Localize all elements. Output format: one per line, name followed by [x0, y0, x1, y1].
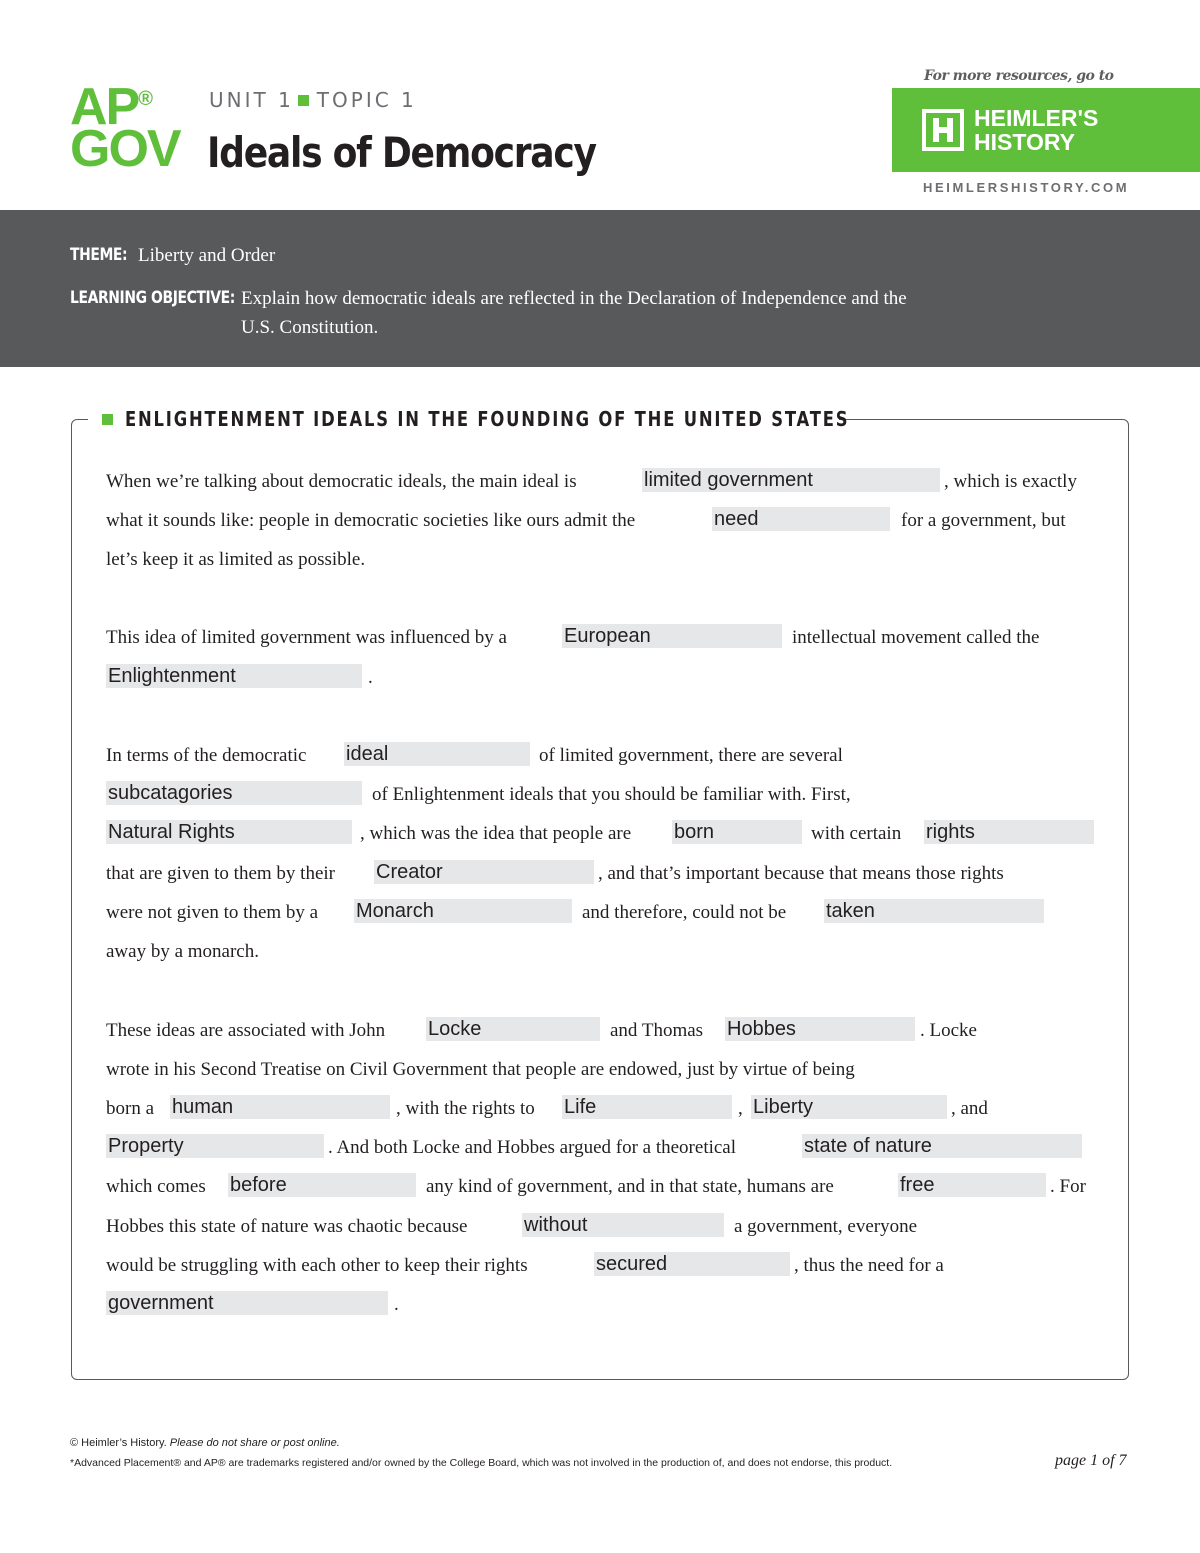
answer-field-natural-rights[interactable]: Natural Rights	[106, 820, 352, 844]
answer-field-ideal[interactable]: ideal	[344, 742, 530, 766]
worksheet-line	[106, 1016, 1106, 1046]
line-text: . And both Locke and Hobbes argued for a theoretical	[328, 1137, 737, 1158]
answer-field-property[interactable]: Property	[106, 1134, 324, 1158]
line-text: wrote in his Second Treatise on Civil Government that people are endowed, just by virtue of being	[106, 1059, 855, 1080]
worksheet-line	[106, 780, 1106, 810]
worksheet-line	[106, 819, 1106, 849]
line-text: , which was the idea that people are	[360, 823, 632, 844]
theme-band	[0, 210, 1200, 367]
answer-field-european[interactable]: European	[562, 624, 782, 648]
green-square-icon	[298, 95, 309, 106]
heimlers-h-logo-icon	[922, 109, 964, 151]
line-text: of limited government, there are several	[539, 745, 843, 766]
worksheet-line	[106, 1172, 1106, 1202]
answer-field-human[interactable]: human	[170, 1095, 390, 1119]
learning-objective-line2: U.S. Constitution.	[241, 317, 379, 338]
answer-field-hobbes[interactable]: Hobbes	[725, 1017, 915, 1041]
line-text: of Enlightenment ideals that you should be familiar with. First,	[372, 784, 851, 805]
line-text: Hobbes this state of nature was chaotic because	[106, 1216, 468, 1237]
line-text: .	[368, 667, 373, 688]
logo-ap-text: AP	[70, 78, 139, 136]
answer-field-before[interactable]: before	[228, 1173, 416, 1197]
line-text: When we’re talking about democratic ideals, the main ideal is	[106, 471, 577, 492]
green-square-icon	[102, 414, 113, 425]
ap-gov-logo	[70, 78, 195, 178]
line-text: were not given to them by a	[106, 902, 319, 923]
worksheet-line	[106, 1212, 1106, 1242]
worksheet-line	[106, 898, 1106, 928]
heimlers-history-brand[interactable]	[892, 88, 1200, 172]
brand-name-line1: HEIMLER'S	[974, 105, 1099, 131]
line-text: , thus the need for a	[794, 1255, 944, 1276]
worksheet-line	[106, 1133, 1106, 1163]
learning-objective-label: LEARNING OBJECTIVE:	[70, 288, 235, 308]
answer-field-government[interactable]: government	[106, 1291, 388, 1315]
trademark-notice: *Advanced Placement® and AP® are trademarks registered and/or owned by the College Board, which was not involved in the production of, and does not endorse, this product.	[70, 1457, 893, 1469]
section-heading	[88, 404, 850, 434]
answer-field-life[interactable]: Life	[562, 1095, 732, 1119]
brand-url-link[interactable]: HEIMLERSHISTORY.COM	[923, 180, 1130, 195]
line-text: .	[394, 1294, 399, 1315]
theme-value: Liberty and Order	[138, 245, 276, 266]
worksheet-line	[106, 937, 1106, 967]
more-resources-text: For more resources, go to	[924, 68, 1114, 84]
section-heading-text: ENLIGHTENMENT IDEALS IN THE FOUNDING OF THE UNITED STATES	[125, 407, 850, 431]
answer-field-taken[interactable]: taken	[824, 899, 1044, 923]
line-text: would be struggling with each other to keep their rights	[106, 1255, 528, 1276]
worksheet-line	[106, 506, 1106, 536]
unit-topic-label	[209, 88, 417, 112]
worksheet-line	[106, 467, 1106, 497]
line-text: for a government, but	[901, 510, 1066, 531]
line-text: ,	[738, 1098, 743, 1119]
answer-field-rights[interactable]: rights	[924, 820, 1094, 844]
answer-field-limited-government[interactable]: limited government	[642, 468, 940, 492]
copyright-text: © Heimler’s History.	[70, 1437, 167, 1449]
line-text: and Thomas	[610, 1020, 704, 1041]
worksheet-line	[106, 1094, 1106, 1124]
line-text: that are given to them by their	[106, 863, 335, 884]
line-text: , with the rights to	[396, 1098, 535, 1119]
answer-field-locke[interactable]: Locke	[426, 1017, 600, 1041]
worksheet-line	[106, 623, 1106, 653]
worksheet-line	[106, 1055, 1106, 1085]
brand-name	[974, 106, 1098, 154]
answer-field-subcatagories[interactable]: subcatagories	[106, 781, 362, 805]
answer-field-secured[interactable]: secured	[594, 1252, 790, 1276]
line-text: This idea of limited government was influenced by a	[106, 627, 507, 648]
line-text: what it sounds like: people in democratic societies like ours admit the	[106, 510, 636, 531]
page-number: page 1 of 7	[1055, 1452, 1127, 1469]
line-text: intellectual movement called the	[792, 627, 1040, 648]
line-text: away by a monarch.	[106, 941, 259, 962]
line-text: a government, everyone	[734, 1216, 918, 1237]
line-text: In terms of the democratic	[106, 745, 307, 766]
worksheet-line	[106, 1290, 1106, 1320]
line-text: any kind of government, and in that state, humans are	[426, 1176, 834, 1197]
line-text: let’s keep it as limited as possible.	[106, 549, 366, 570]
line-text: and therefore, could not be	[582, 902, 787, 923]
page-title: Ideals of Democracy	[207, 128, 596, 177]
line-text: born a	[106, 1098, 155, 1119]
answer-field-creator[interactable]: Creator	[374, 860, 594, 884]
line-text: , and that’s important because that means those rights	[598, 863, 1004, 884]
topic-label: TOPIC 1	[316, 88, 417, 112]
worksheet-line	[106, 545, 1106, 575]
line-text: , and	[951, 1098, 988, 1119]
worksheet-line	[106, 663, 1106, 693]
logo-gov-text: GOV	[70, 120, 180, 178]
line-text: , which is exactly	[944, 471, 1077, 492]
answer-field-free[interactable]: free	[898, 1173, 1046, 1197]
logo-registered-mark: ®	[138, 88, 151, 110]
line-text: with certain	[811, 823, 902, 844]
line-text: which comes	[106, 1176, 206, 1197]
answer-field-enlightenment[interactable]: Enlightenment	[106, 664, 362, 688]
worksheet-line	[106, 859, 1106, 889]
unit-label: UNIT 1	[209, 88, 294, 112]
copyright-notice	[70, 1437, 340, 1449]
line-text: These ideas are associated with John	[106, 1020, 386, 1041]
worksheet-line	[106, 741, 1106, 771]
theme-label: THEME:	[70, 245, 128, 265]
brand-name-line2: HISTORY	[974, 129, 1075, 155]
worksheet-line	[106, 1251, 1106, 1281]
line-text: . For	[1050, 1176, 1086, 1197]
answer-field-monarch[interactable]: Monarch	[354, 899, 572, 923]
no-share-text: Please do not share or post online.	[169, 1437, 340, 1449]
answer-field-need[interactable]: need	[712, 507, 890, 531]
learning-objective-line1: Explain how democratic ideals are reflected in the Declaration of Independence and the	[241, 288, 907, 309]
answer-field-liberty[interactable]: Liberty	[751, 1095, 947, 1119]
answer-field-state-of-nature[interactable]: state of nature	[802, 1134, 1082, 1158]
line-text: . Locke	[920, 1020, 977, 1041]
answer-field-born[interactable]: born	[672, 820, 802, 844]
answer-field-without[interactable]: without	[522, 1213, 724, 1237]
